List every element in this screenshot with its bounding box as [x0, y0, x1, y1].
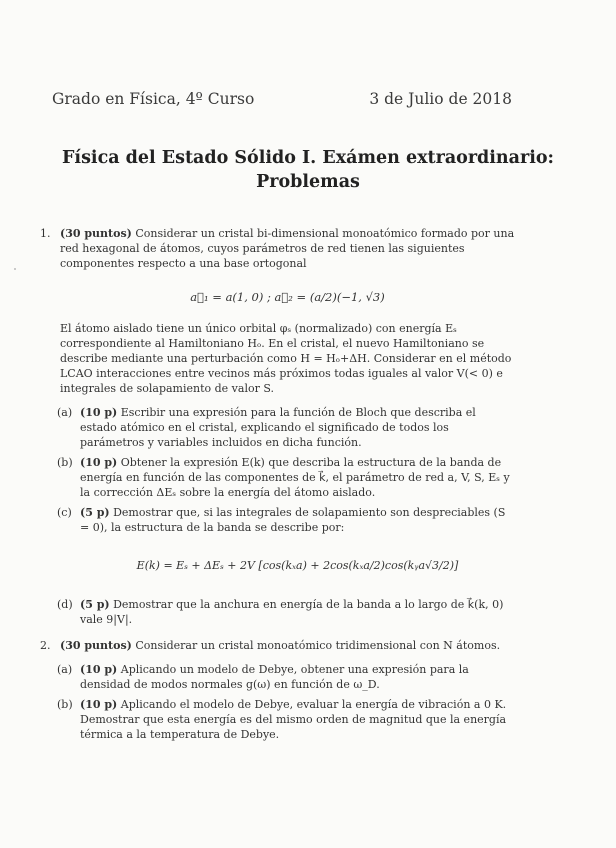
- problem-1-item-d: [57, 597, 515, 627]
- problem-1-statement: Considerar un cristal bi-dimensional monoatómico formado por una red hexagonal de átomos, cuyos parámetros de red tienen las siguientes componentes respecto a una base ortogonal: [60, 227, 515, 270]
- problem-1-points: (30 puntos): [60, 227, 132, 240]
- problem-1-item-c: [57, 505, 515, 535]
- item-label: (d): [57, 598, 73, 611]
- problem-1-item-a: [57, 405, 515, 450]
- item-label: (a): [57, 663, 73, 676]
- problem-2-statement: Considerar un cristal monoatómico tridimensional con N átomos.: [131, 639, 501, 652]
- problem-2-number: 2.: [40, 639, 51, 652]
- item-text: Aplicando un modelo de Debye, obtener una expresión para la densidad de modos normales g(ω) en función de ω_D.: [80, 663, 469, 691]
- problem-1-number: 1.: [40, 227, 51, 240]
- item-text: Demostrar que, si las integrales de solapamiento son despreciables (S = 0), la estructura de la banda se describe por:: [80, 506, 506, 534]
- exam-title: [40, 146, 576, 194]
- item-label: (b): [57, 698, 73, 711]
- problem-2-intro: [40, 638, 515, 653]
- item-text: Obtener la expresión E(k) que describa la estructura de la banda de energía en función de las componentes de k⃗, el parámetro de red a, V, S, Eₛ y la corrección ΔEₛ sobre la energía del átomo aislado.: [80, 456, 510, 499]
- lattice-vectors-equation: a⃗₁ = a(1, 0) ; a⃗₂ = (a/2)(−1, √3): [190, 290, 385, 304]
- problem-1-item-b: [57, 455, 515, 500]
- item-text: Aplicando el modelo de Debye, evaluar la energía de vibración a 0 K. Demostrar que esta energía es del mismo orden de magnitud que la energía térmica a la temperatura de Debye.: [80, 698, 507, 741]
- page-header: [52, 90, 512, 108]
- item-label: (b): [57, 456, 73, 469]
- problem-2-item-a: [57, 662, 515, 692]
- item-points: (5 p): [80, 506, 110, 519]
- item-points: (10 p): [80, 456, 118, 469]
- course-label: Grado en Física, 4º Curso: [52, 90, 255, 108]
- item-label: (a): [57, 406, 73, 419]
- problem-1-intro: [40, 226, 515, 271]
- item-points: (10 p): [80, 698, 118, 711]
- exam-date: 3 de Julio de 2018: [369, 90, 512, 108]
- problem-2-points: (30 puntos): [60, 639, 132, 652]
- item-points: (10 p): [80, 663, 118, 676]
- problem-1-body: El átomo aislado tiene un único orbital φₛ (normalizado) con energía Eₛ correspondiente al Hamiltoniano Hₒ. En el cristal, el nuevo Hamiltoniano se describe mediante una perturbación como H = Hₒ+ΔH. Considerar en el método LCAO interacciones entre vecinos más próximos todas iguales al valor V(< 0) e integrales de solapamiento de valor S.: [60, 322, 512, 395]
- item-text: Demostrar que la anchura en energía de la banda a lo largo de k⃗(k, 0) vale 9|V|.: [80, 598, 504, 626]
- scan-speck: [14, 268, 16, 270]
- item-label: (c): [57, 506, 72, 519]
- title-line-1: Física del Estado Sólido I. Exámen extraordinario:: [62, 148, 554, 168]
- title-line-2: Problemas: [256, 172, 360, 192]
- item-text: Escribir una expresión para la función de Bloch que describa el estado atómico en el cristal, explicando el significado de todos los parámetros y variables incluidos en dicha función.: [80, 406, 476, 449]
- item-points: (10 p): [80, 406, 118, 419]
- item-points: (5 p): [80, 598, 110, 611]
- problem-2-item-b: [57, 697, 515, 742]
- band-energy-equation: E(k) = Eₛ + ΔEₛ + 2V [cos(kₓa) + 2cos(kₓa/2)cos(kᵧa√3/2)]: [136, 559, 459, 572]
